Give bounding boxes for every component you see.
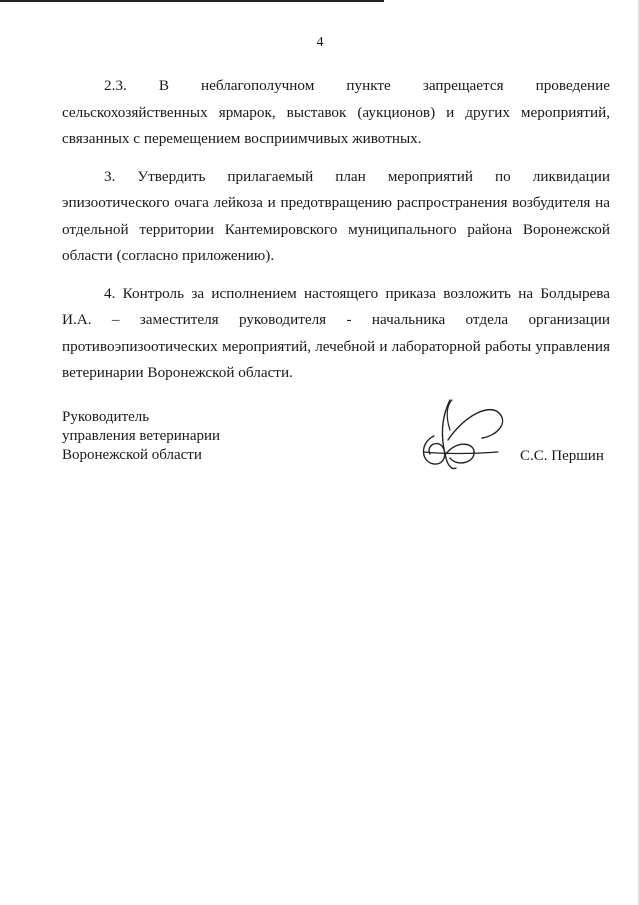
handwritten-signature <box>412 396 512 476</box>
paragraph-2-3: 2.3. В неблагополучном пункте запрещается проведение сельскохозяйственных ярмарок, выставок (аукционов) и других мероприятий, связанных с перемещением восприимчивых животных. <box>62 77 610 147</box>
signer-name: С.С. Першин <box>520 448 604 464</box>
signatory-title-line1: Руководитель <box>62 409 150 425</box>
page-number: 4 <box>316 35 324 50</box>
document-body <box>62 73 610 398</box>
top-border-line <box>0 0 384 2</box>
signatory-title-line2: управления ветеринарии <box>62 428 221 444</box>
paragraph-4: 4. Контроль за исполнением настоящего приказа возложить на Болдырева И.А. – заместителя руководителя - начальника отдела организации противоэпизоотических мероприятий, лечебной и лабораторной работы управления ветеринарии Воронежской области. <box>62 284 610 381</box>
signatory-title <box>62 408 220 465</box>
signatory-title-line3: Воронежской области <box>62 447 202 463</box>
paragraph-3: 3. Утвердить прилагаемый план мероприятий по ликвидации эпизоотического очага лейкоза и предотвращению распространения возбудителя на отдельной территории Кантемировского муниципального района Воронежской области (согласно приложению). <box>62 167 610 264</box>
